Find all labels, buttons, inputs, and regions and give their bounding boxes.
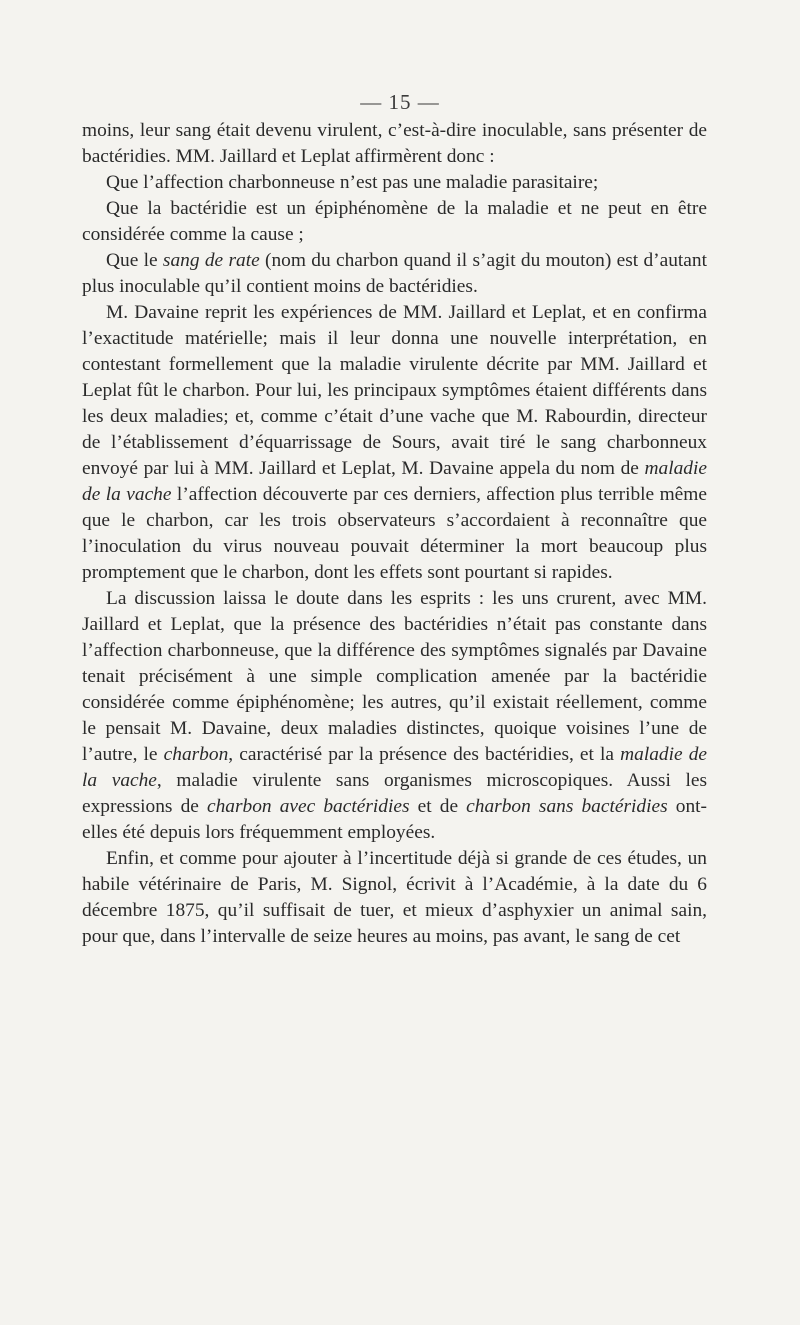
text-run: Que le [106,250,163,271]
italic-term: charbon [163,744,229,765]
text-run: l’affection découverte par ces derniers, affection plus terrible même que le charbon, car les trois observateurs s’accordaient à reconnaître que l’inoculation du virus nouveau pouvait déterminer la mort beaucoup plus promptement que le charbon, dont les effets sont pourtant si rapides. [82,484,707,583]
paragraph [82,300,707,586]
italic-term: charbon avec bactéridies [207,796,410,817]
text-run: Enfin, et comme pour ajouter à l’incertitude déjà si grande de ces études, un habile vétérinaire de Paris, M. Signol, écrivit à l’Académie, à la date du 6 décembre 1875, qu’il suffisait de tuer, et mieux d’asphyxier un animal sain, pour que, dans l’intervalle de seize heures au moins, pas avant, le sang de cet [82,848,707,947]
page-number: — 15 — [360,90,440,114]
text-run: , caractérisé par la présence des bactéridies, et la [228,744,621,765]
paragraph [82,248,707,300]
paragraph [82,196,707,248]
paragraph [82,586,707,846]
text-run: Que l’affection charbonneuse n’est pas une maladie parasitaire; [106,172,599,193]
italic-term: maladie de la vache [82,744,707,791]
body-text [82,118,707,950]
text-run: et de [409,796,467,817]
text-run: M. Davaine reprit les expériences de MM. Jaillard et Leplat, et en confirma l’exactitude matérielle; mais il leur donna une nouvelle interprétation, en contestant formellement que la maladie virulente décrite par MM. Jaillard et Leplat fût le charbon. Pour lui, les principaux symptômes étaient différents dans les deux maladies; et, comme c’était d’une vache que M. Rabourdin, directeur de l’établissement d’équarrissage de Sours, avait tiré le sang charbonneux envoyé par lui à MM. Jaillard et Leplat, M. Davaine appela du nom de [82,302,707,479]
text-run: ont-elles été depuis lors fréquemment employées. [82,796,708,843]
paragraph [82,170,707,196]
text-run: (nom du charbon quand il s’agit du mouton) est d’autant plus inoculable qu’il contient moins de bactéridies. [82,250,707,297]
italic-term: sang de rate [162,250,260,271]
text-run: , maladie virulente sans organismes microscopiques. Aussi les expressions de [82,770,707,817]
text-run: moins, leur sang était devenu virulent, c’est-à-dire inoculable, sans présenter de bactéridies. MM. Jaillard et Leplat affirmèrent donc : [82,120,707,167]
italic-term: charbon sans bactéridies [466,796,668,817]
italic-term: maladie de la vache [82,458,707,505]
text-run: Que la bactéridie est un épiphénomène de la maladie et ne peut en être considérée comme la cause ; [82,198,707,245]
text-run: La discussion laissa le doute dans les esprits : les uns crurent, avec MM. Jaillard et Leplat, que la présence des bactéridies n’était pas constante dans l’affection charbonneuse, que la différence des symptômes signalés par Davaine tenait précisément à une simple complication amenée par la bactéridie considérée comme épiphénomène; les autres, qu’il existait réellement, comme le pensait M. Davaine, deux maladies distinctes, quoique voisines l’une de l’autre, le [82,588,707,765]
paragraph [82,118,707,170]
paragraph [82,846,707,950]
